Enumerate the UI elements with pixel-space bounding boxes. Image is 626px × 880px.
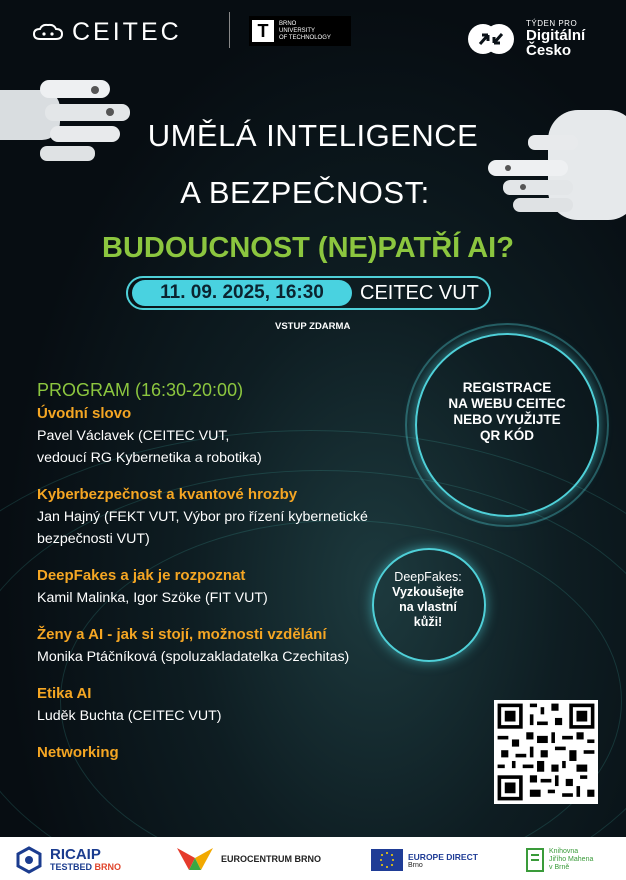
title-line-2: A BEZPEČNOST: [180, 175, 430, 210]
program-item-title: Ženy a AI - jak si stojí, možnosti vzdělání [37, 626, 327, 643]
program-item-speaker: Jan Hajný (FEKT VUT, Výbor pro řízení kybernetické [37, 509, 368, 525]
eurocentrum-text: EUROCENTRUM BRNO [221, 854, 321, 864]
program-item [37, 565, 397, 609]
program-list [37, 380, 397, 779]
eurocentrum-icon [175, 846, 215, 872]
ricaip-testbed: TESTBED [50, 862, 93, 872]
program-item-speaker: Kamil Malinka, Igor Szöke (FIT VUT) [37, 590, 268, 606]
digitalni-cesko-logo [466, 19, 585, 58]
program-item-title: Etika AI [37, 685, 92, 702]
ceitec-logo [32, 18, 182, 47]
knihovna-logo [525, 847, 593, 873]
event-datetime: 11. 09. 2025, 16:30 [132, 280, 352, 306]
knihovna-line3: v Brně [549, 864, 570, 871]
program-item [37, 484, 397, 550]
digitalni-cesko-icon [466, 22, 516, 56]
free-entry-label: VSTUP ZDARMA [275, 321, 351, 332]
event-date-pill [126, 276, 491, 310]
header-divider [229, 12, 230, 48]
event-venue: CEITEC VUT [360, 281, 479, 304]
program-item-speaker: Luděk Buchta (CEITEC VUT) [37, 708, 222, 724]
program-item [37, 403, 397, 469]
ceitec-wordmark: CEITEC [72, 18, 182, 46]
dc-name-line1: Digitální [526, 27, 586, 44]
eurocentrum-logo [175, 846, 321, 872]
program-item [37, 683, 397, 727]
but-logo [249, 16, 351, 46]
europe-direct-city: Brno [408, 861, 423, 869]
knihovna-line1: Knihovna [549, 848, 579, 855]
qr-code-icon [494, 700, 598, 804]
program-item-title: Kyberbezpečnost a kvantové hrozby [37, 486, 298, 503]
but-t-mark: T [252, 20, 274, 42]
title-line-1: UMĚLÁ INTELIGENCE [147, 118, 479, 153]
eu-flag-icon [371, 849, 403, 871]
registration-text: REGISTRACE NA WEBU CEITEC NEBO VYUŽIJTE QR KÓD [448, 380, 566, 443]
partners-footer [0, 837, 626, 880]
dc-name-line2: Česko [526, 42, 572, 59]
europe-direct-logo [371, 849, 478, 871]
knihovna-icon [525, 847, 545, 873]
program-item-speaker: Monika Ptáčníková (spoluzakladatelka Czechitas) [37, 649, 350, 665]
ricaip-logo [14, 845, 121, 875]
knihovna-line2: Jiřího Mahena [549, 856, 594, 863]
ricaip-icon [14, 845, 44, 875]
program-item [37, 742, 397, 764]
europe-direct-title: EUROPE DIRECT [408, 851, 478, 862]
deepfakes-bubble-text: DeepFakes: Vyzkoušejte na vlastní kůži! [392, 570, 464, 629]
program-item-speaker: bezpečnosti VUT) [37, 531, 150, 547]
subtitle: BUDOUCNOST (NE)PATŘÍ AI? [102, 232, 514, 264]
registration-qr-code[interactable] [494, 700, 598, 804]
program-item-title: Networking [37, 744, 119, 761]
dc-tagline: TÝDEN PRO [526, 19, 578, 28]
ricaip-brno: BRNO [94, 862, 122, 872]
but-wordmark: BRNO UNIVERSITY OF TECHNOLOGY [279, 20, 331, 41]
ricaip-title: RICAIP [50, 846, 101, 863]
program-item-title: DeepFakes a jak je rozpoznat [37, 567, 246, 584]
program-item [37, 624, 397, 668]
program-heading: PROGRAM (16:30-20:00) [37, 380, 244, 400]
ceitec-cloud-icon [32, 23, 64, 43]
program-item-title: Úvodní slovo [37, 405, 132, 422]
robot-hand-right [478, 90, 626, 240]
program-item-speaker: vedoucí RG Kybernetika a robotika) [37, 450, 262, 466]
program-item-speaker: Pavel Václavek (CEITEC VUT, [37, 428, 230, 444]
